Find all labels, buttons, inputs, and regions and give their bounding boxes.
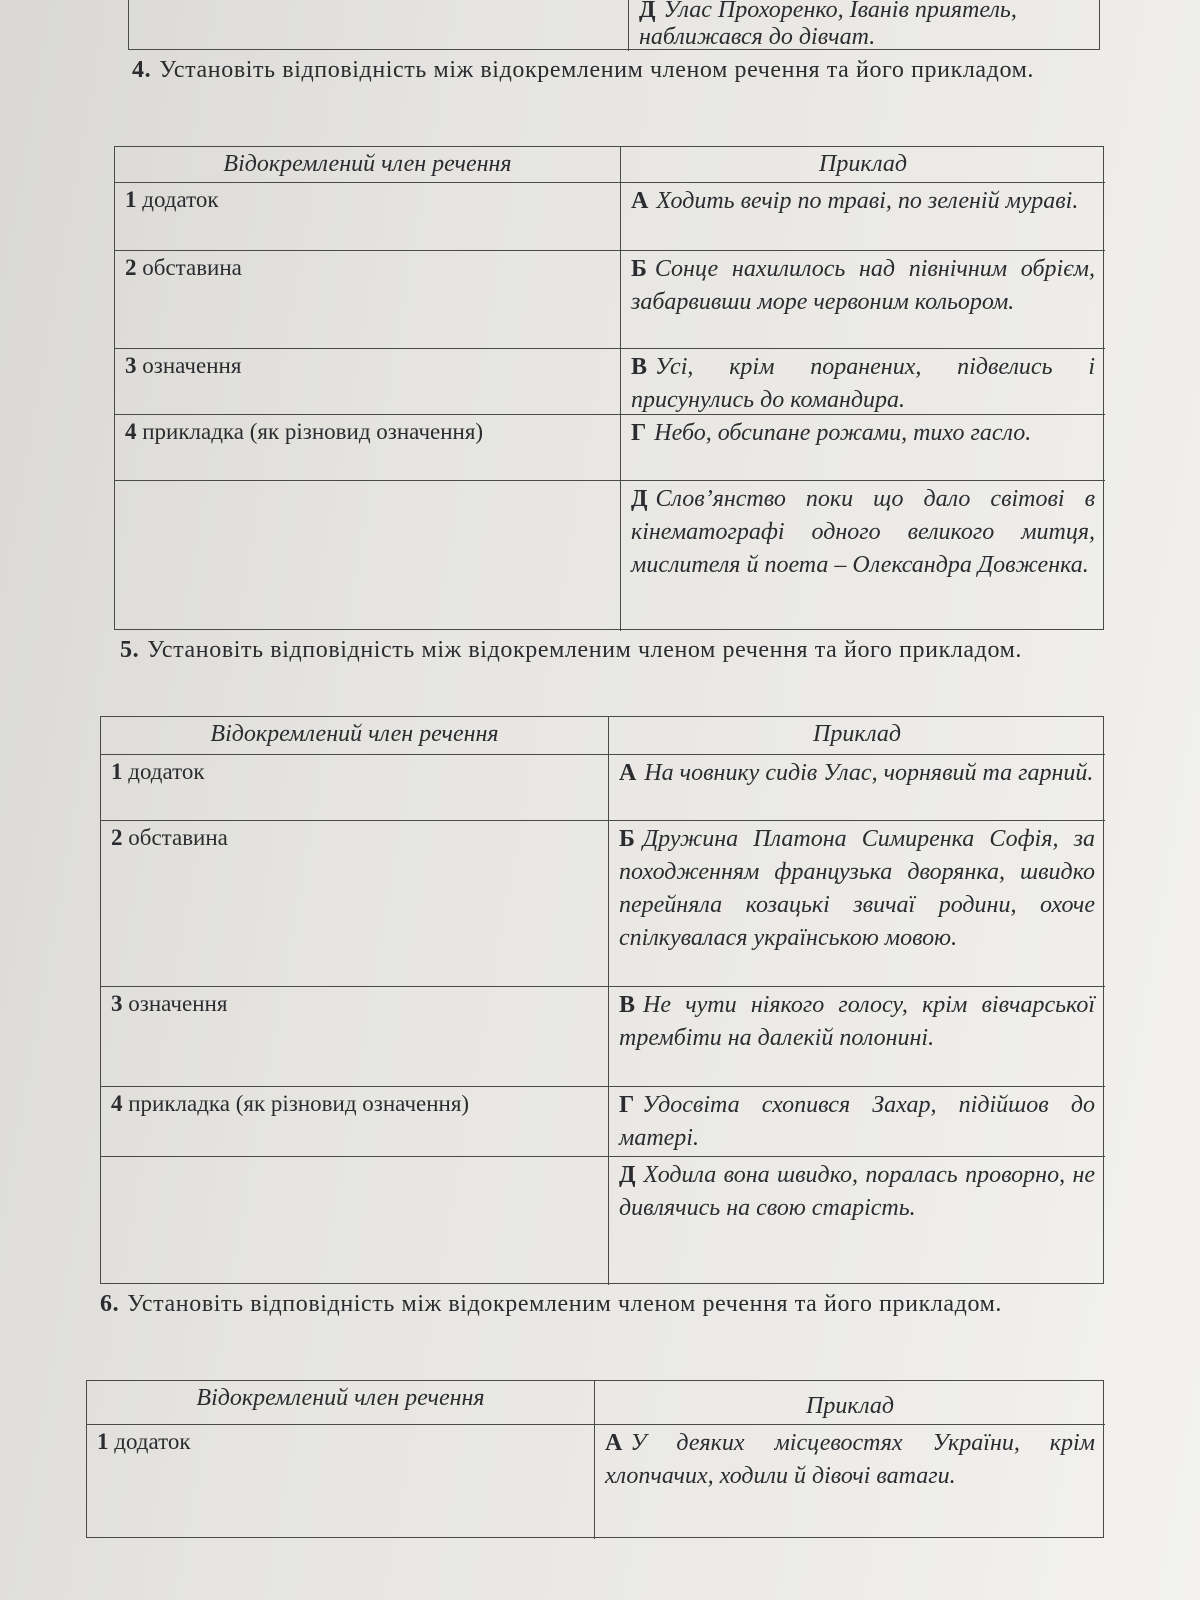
example-letter: Г [619,1092,635,1118]
example-row [609,987,1105,1087]
header-member: Відокремлений член речення [87,1381,595,1425]
example-letter: В [619,992,636,1018]
example-text: Слов’янство поки що дало світові в кінематографі одного великого митця, мислителя й поета – Олександра Довженка. [631,486,1095,578]
example-row [621,415,1105,481]
example-row [621,481,1105,631]
term-label: обставина [128,825,228,850]
example-text: Сонце нахилилось над північним обрієм, забарвивши море червоним кольором. [631,256,1095,315]
task-4-question [132,52,1104,88]
term-row [101,1087,609,1157]
question-text: Установіть відповідність між відокремленим членом речення та його прикладом. [147,637,1023,663]
example-text: У деяких місцевостях України, крім хлопчачих, ходили й дівочі ватаги. [605,1430,1095,1489]
example-text: Дружина Платона Симиренка Софія, за походженням французька дворянка, швидко перейняла козацькі звичаї родини, охоче спілкувалася українською мовою. [619,826,1095,951]
task-6-question [100,1286,1104,1322]
empty-cell [115,481,621,631]
term-number: 2 [125,255,137,280]
task-5-question [120,632,1104,668]
header-example: Приклад [595,1381,1105,1425]
term-label: додаток [128,759,205,784]
term-number: 4 [111,1091,123,1116]
term-number: 1 [125,187,137,212]
term-label: обставина [142,255,242,280]
example-text: Удосвіта схопився Захар, підійшов до матері. [619,1092,1095,1151]
empty-cell [129,0,629,51]
example-row [621,183,1105,251]
example-row [595,1425,1105,1539]
term-number: 1 [97,1429,109,1454]
term-number: 3 [111,991,123,1016]
example-letter: Д [631,486,648,512]
example-text: Не чути ніякого голосу, крім вівчарської трембіти на далекій полонині. [619,992,1095,1051]
term-label: означення [142,353,242,378]
header-example: Приклад [621,147,1105,183]
example-d-fragment [629,0,1101,51]
example-text: Ходила вона швидко, поралась проворно, не дивлячись на свою старість. [619,1162,1095,1221]
term-row [115,349,621,415]
example-text: Ходить вечір по траві, по зеленій мураві. [656,188,1079,214]
term-row [115,415,621,481]
term-label: прикладка (як різновид означення) [142,419,484,444]
example-text: На човнику сидів Улас, чорнявий та гарний. [644,760,1094,786]
term-number: 3 [125,353,137,378]
term-row [101,821,609,987]
term-row [115,183,621,251]
header-member: Відокремлений член речення [101,717,609,755]
example-letter: А [631,188,649,214]
empty-cell [101,1157,609,1285]
task-6-table [86,1380,1104,1538]
example-text: наближався до дівчат. [639,24,876,50]
term-row [101,987,609,1087]
term-row [87,1425,595,1539]
question-text: Установіть відповідність між відокремленим членом речення та його прикладом. [159,57,1035,83]
example-row [621,349,1105,415]
term-row [101,755,609,821]
example-text: Небо, обсипане рожами, тихо гасло. [654,420,1032,446]
example-letter: Б [619,826,635,852]
example-row [609,755,1105,821]
term-number: 4 [125,419,137,444]
term-label: додаток [142,187,219,212]
term-number: 2 [111,825,123,850]
example-row [621,251,1105,349]
task-4-table [114,146,1104,630]
example-letter: В [631,354,648,380]
example-letter: Д [619,1162,636,1188]
example-letter: Д [639,0,656,23]
task-number: 4. [132,57,152,83]
example-letter: Б [631,256,647,282]
task-5-table [100,716,1104,1284]
term-row [115,251,621,349]
term-label: означення [128,991,228,1016]
example-row [609,1157,1105,1285]
task-number: 5. [120,637,140,663]
header-example: Приклад [609,717,1105,755]
example-row [609,821,1105,987]
example-letter: А [605,1430,623,1456]
example-letter: Г [631,420,647,446]
task-number: 6. [100,1291,120,1317]
term-number: 1 [111,759,123,784]
example-text: Усі, крім поранених, підвелись і присунулись до командира. [631,354,1095,413]
example-text: Улас Прохоренко, Іванів приятель, [663,0,1017,23]
header-member: Відокремлений член речення [115,147,621,183]
example-row [609,1087,1105,1157]
term-label: прикладка (як різновид означення) [128,1091,470,1116]
question-text: Установіть відповідність між відокремленим членом речення та його прикладом. [127,1291,1003,1317]
previous-table-fragment [128,0,1100,50]
example-letter: А [619,760,637,786]
term-label: додаток [114,1429,191,1454]
